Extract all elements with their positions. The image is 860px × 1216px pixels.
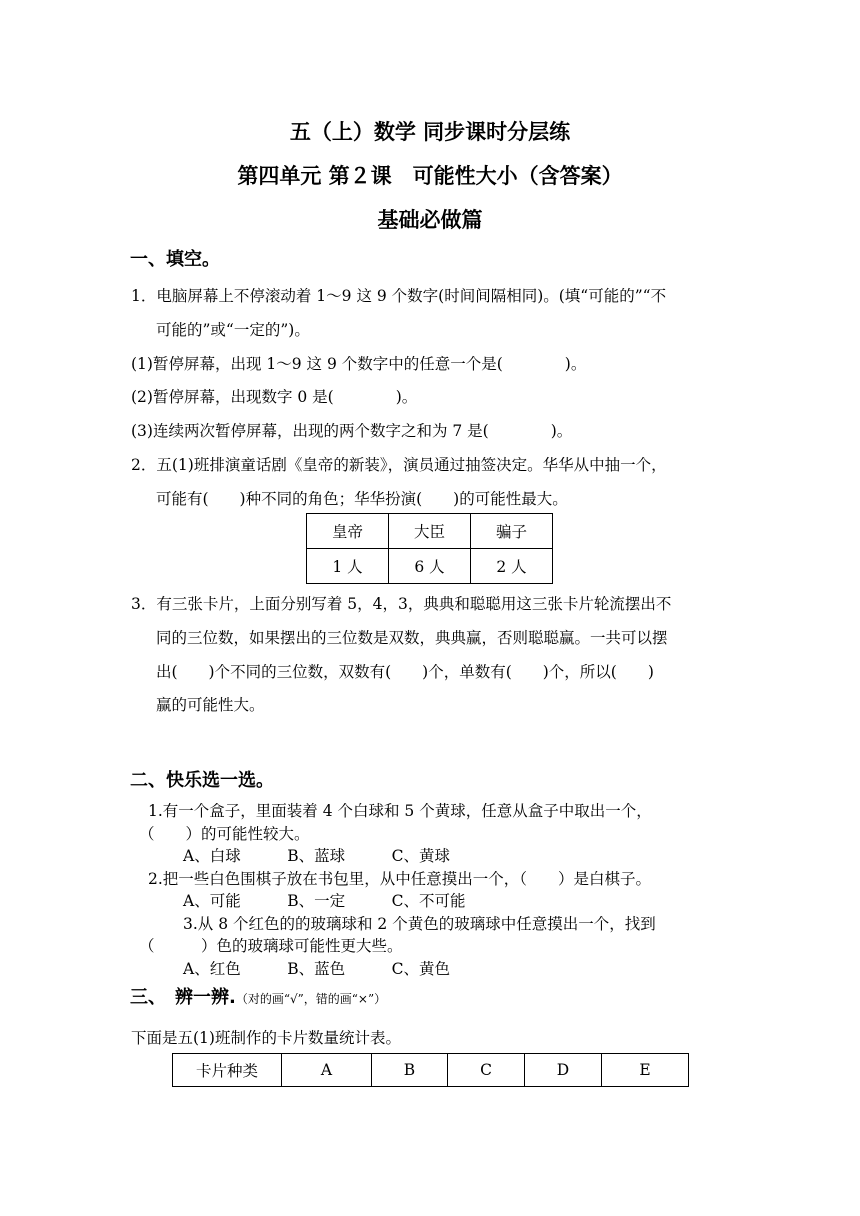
page-title: 五（上）数学 同步课时分层练 [289,120,571,144]
s1-q1-sub1: (1)暂停屏幕，出现 1～9 这 9 个数字中的任意一个是( )。 [131,355,587,373]
section1-heading: 一、填空。 [130,249,220,270]
table-cell: 皇帝 [307,514,389,549]
table-cell: 骗子 [471,514,553,549]
s1-q1-line2: 可能的”或“一定的”)。 [156,321,310,339]
s2-q3-line1: 3.从 8 个红色的的玻璃球和 2 个黄色的玻璃球中任意摸出一个，找到 [183,915,656,933]
table-cell: 卡片种类 [173,1054,282,1087]
s1-q1-line1: 1．电脑屏幕上不停滚动着 1～9 这 9 个数字(时间间隔相同)。(填“可能的”“不 [131,287,667,305]
s1-q3-line3: 出( )个不同的三位数，双数有( )个，单数有( )个，所以( ) [156,663,654,681]
table-cell: 6 人 [389,549,471,584]
s3-intro: 下面是五(1)班制作的卡片数量统计表。 [131,1029,401,1047]
section3-title: 三、 辨一辨. [130,987,236,1008]
section3-heading [130,983,386,1009]
table-cell: 大臣 [389,514,471,549]
roles-table [306,513,553,584]
table-cell: C [448,1054,525,1087]
table-cell: 1 人 [307,549,389,584]
s1-q2-line1: 2．五(1)班排演童话剧《皇帝的新装》，演员通过抽签决定。华华从中抽一个， [131,456,667,474]
section2-heading: 二、快乐选一选。 [130,770,274,791]
table-row [307,549,553,584]
table-cell: A [282,1054,372,1087]
s2-q1-line2: （ ）的可能性较大。 [139,825,310,843]
s1-q1-sub2: (2)暂停屏幕，出现数字 0 是( )。 [131,388,418,406]
s2-q1-line1: 1.有一个盒子，里面装着 4 个白球和 5 个黄球，任意从盒子中取出一个， [148,802,652,820]
s1-q3-line2: 同的三位数，如果摆出的三位数是双数，典典赢，否则聪聪赢。一共可以摆 [156,629,668,647]
s2-q1-options: A、白球 B、蓝球 C、黄球 [183,847,450,865]
s2-q3-line2: （ ）色的玻璃球可能性更大些。 [139,937,403,955]
s2-q2-options: A、可能 B、一定 C、不可能 [183,892,466,910]
table-cell: D [525,1054,602,1087]
s2-q2-line1: 2.把一些白色围棋子放在书包里，从中任意摸出一个，（ ）是白棋子。 [148,870,652,888]
table-cell: 2 人 [471,549,553,584]
s1-q1-sub3: (3)连续两次暂停屏幕，出现的两个数字之和为 7 是( )。 [131,422,573,440]
table-cell: B [372,1054,448,1087]
table-row [173,1054,689,1087]
s1-q3-line4: 赢的可能性大。 [156,696,265,714]
s2-q3-options: A、红色 B、蓝色 C、黄色 [183,960,450,978]
section3-note: （对的画“√”，错的画“×”） [235,992,387,1006]
table-cell: E [602,1054,689,1087]
section-subtitle: 基础必做篇 [377,208,483,232]
s1-q2-line2: 可能有( )种不同的角色；华华扮演( )的可能性最大。 [156,490,568,508]
page-subtitle: 第四单元 第２课 可能性大小（含答案） [237,164,623,188]
s1-q3-line1: 3．有三张卡片，上面分别写着 5，4，3，典典和聪聪用这三张卡片轮流摆出不 [131,595,672,613]
card-count-table [172,1053,689,1087]
table-row [307,514,553,549]
